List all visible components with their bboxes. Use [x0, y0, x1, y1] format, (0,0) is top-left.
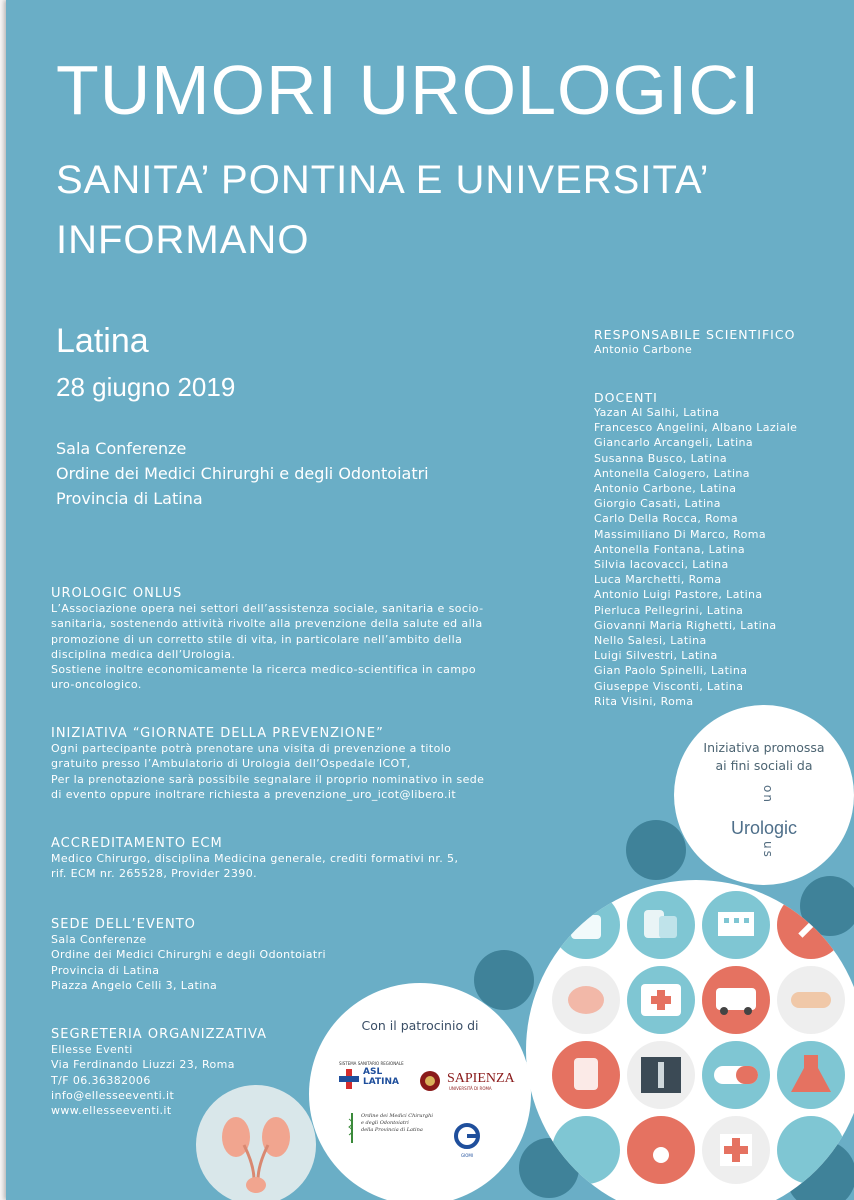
- ordine-line: e degli Odontoiatri: [361, 1120, 409, 1126]
- promo-line: ai fini sociali da: [715, 758, 813, 773]
- asl-name: [363, 1067, 399, 1087]
- text-line: Sala Conferenze: [51, 933, 147, 946]
- pill-icon: [702, 1041, 770, 1109]
- text-line: Ogni partecipante potrà prenotare una visita di prevenzione a titolo: [51, 742, 452, 755]
- giomi-name: GIOMI: [460, 1153, 474, 1158]
- sapienza-seal-icon: [419, 1070, 441, 1092]
- text-line: Provincia di Latina: [51, 963, 160, 977]
- promo-text: [674, 739, 854, 775]
- iv-bag-icon: [552, 1041, 620, 1109]
- segreteria-heading: SEGRETERIA ORGANIZZATIVA: [51, 1027, 268, 1042]
- medical-icons-grid: [526, 880, 854, 1200]
- urologic-heading: UROLOGIC ONLUS: [51, 586, 183, 601]
- docente-item: Silvia Iacovacci, Latina: [594, 558, 729, 572]
- brain-icon: [552, 966, 620, 1034]
- event-subtitle-line1: SANITA’ PONTINA E UNIVERSITA’: [56, 158, 710, 202]
- event-date: 28 giugno 2019: [56, 372, 236, 402]
- event-title: TUMORI UROLOGICI: [56, 51, 761, 129]
- docente-item: Pierluca Pellegrini, Latina: [594, 603, 744, 617]
- text-line: Sostiene inoltre economicamente la ricerca medico-scientifica in campo: [51, 663, 476, 677]
- xray-icon: [627, 1041, 695, 1109]
- pills-bottle-icon: [627, 891, 695, 959]
- decor-circle: [474, 950, 534, 1010]
- docente-item: Yazan Al Salhi, Latina: [594, 406, 720, 419]
- text-line: Ordine dei Medici Chirurghi e degli Odontoiatri: [51, 948, 326, 962]
- docente-item: Giorgio Casati, Latina: [594, 497, 721, 511]
- sede-text: [51, 932, 511, 993]
- ordine-line: Ordine dei Medici Chirurghi: [361, 1113, 433, 1119]
- venue-line: Ordine dei Medici Chirurghi e degli Odontoiatri: [56, 464, 429, 483]
- text-line: uro-oncologico.: [51, 678, 142, 692]
- text-line: www.ellesseeventi.it: [51, 1104, 172, 1118]
- sapienza-name: SAPIENZA: [447, 1071, 515, 1086]
- iniziativa-heading: INIZIATIVA “GIORNATE DELLA PREVENZIONE”: [51, 726, 384, 741]
- ecm-heading: ACCREDITAMENTO ECM: [51, 836, 223, 851]
- asl-name-line: ASL: [363, 1067, 383, 1077]
- docente-item: Francesco Angelini, Albano Laziale: [594, 421, 798, 435]
- text-line: Ellesse Eventi: [51, 1043, 133, 1056]
- text-line: L’Associazione opera nei settori dell’assistenza sociale, sanitaria e socio-: [51, 602, 484, 615]
- text-line: sanitaria, sostenendo attività rivolte alla prevenzione della salute ed alla: [51, 617, 483, 631]
- ordine-text: [361, 1113, 433, 1134]
- iniziativa-section: [51, 726, 511, 802]
- urologic-logo: Urologic: [730, 818, 798, 838]
- sede-heading: SEDE DELL’EVENTO: [51, 917, 196, 932]
- text-line: promozione di un corretto stile di vita, in particolare nell’ambito della: [51, 632, 463, 646]
- text-line: info@ellesseeventi.it: [51, 1088, 175, 1102]
- asl-subtitle: SISTEMA SANITARIO REGIONALE: [339, 1061, 404, 1066]
- promo-circle: [674, 705, 854, 885]
- text-line: disciplina medica dell’Urologia.: [51, 647, 236, 661]
- ecm-text: [51, 851, 511, 882]
- asl-logo: [339, 1061, 404, 1087]
- patrocinio-circle: [309, 983, 531, 1200]
- urologic-text: [51, 601, 511, 693]
- giomi-g-icon: [454, 1123, 480, 1149]
- caduceus-icon: [347, 1113, 357, 1143]
- ecm-section: [51, 836, 511, 882]
- docente-item: Antonio Carbone, Latina: [594, 482, 737, 496]
- venue-line: Sala Conferenze: [56, 439, 187, 458]
- docenti-heading: DOCENTI: [594, 390, 658, 405]
- venue-line: Provincia di Latina: [56, 489, 203, 508]
- docente-item: Nello Salesi, Latina: [594, 634, 707, 648]
- text-line: Piazza Angelo Celli 3, Latina: [51, 978, 218, 992]
- first-aid-kit-icon: [627, 966, 695, 1034]
- event-venue: [56, 436, 429, 511]
- promo-line: Iniziativa promossa: [703, 740, 825, 755]
- asl-cross-icon: [339, 1069, 359, 1089]
- docente-item: Giancarlo Arcangeli, Latina: [594, 436, 754, 450]
- docenti-section: [594, 390, 844, 709]
- urologic-logo-top: on: [761, 785, 775, 804]
- asl-city-line: LATINA: [363, 1077, 399, 1087]
- giomi-logo: [454, 1123, 480, 1158]
- docente-item: Luigi Silvestri, Latina: [594, 649, 718, 663]
- docente-item: Antonio Luigi Pastore, Latina: [594, 588, 763, 602]
- docente-item: Giovanni Maria Righetti, Latina: [594, 618, 777, 632]
- flask-icon: [777, 1041, 845, 1109]
- docente-item: Susanna Busco, Latina: [594, 451, 727, 465]
- docente-item: Giuseppe Visconti, Latina: [594, 679, 744, 693]
- event-subtitle-line2: INFORMANO: [56, 218, 310, 262]
- capsule-icon: [777, 966, 845, 1034]
- kidney-circle: [196, 1085, 316, 1200]
- hospital-icon: [702, 891, 770, 959]
- responsabile-name: Antonio Carbone: [594, 343, 693, 356]
- text-line: Per la prenotazione sarà possibile segnalare il proprio nominativo in sede: [51, 772, 485, 786]
- text-line: Medico Chirurgo, disciplina Medicina generale, crediti formativi nr. 5,: [51, 852, 459, 865]
- docente-item: Carlo Della Rocca, Roma: [594, 512, 739, 526]
- iniziativa-text: [51, 741, 511, 802]
- event-city: Latina: [56, 322, 149, 360]
- patrocinio-heading: Con il patrocinio di: [361, 1018, 479, 1033]
- text-line: T/F 06.36382006: [51, 1073, 151, 1087]
- medicine-bottle-icon: [552, 891, 620, 959]
- text-line: rif. ECM nr. 265528, Provider 2390.: [51, 867, 258, 881]
- kidney-icon: [196, 1085, 316, 1200]
- ambulance-icon: [702, 966, 770, 1034]
- docente-item: Luca Marchetti, Roma: [594, 573, 722, 587]
- docente-item: Massimiliano Di Marco, Roma: [594, 527, 767, 541]
- docente-item: Antonella Fontana, Latina: [594, 542, 745, 556]
- responsabile-section: [594, 327, 844, 357]
- responsabile-heading: RESPONSABILE SCIENTIFICO: [594, 327, 796, 342]
- medical-icons-circle: [526, 880, 854, 1200]
- poster: [6, 0, 854, 1200]
- docente-item: Rita Visini, Roma: [594, 694, 694, 708]
- text-line: Via Ferdinando Liuzzi 23, Roma: [51, 1058, 235, 1072]
- docenti-list: [594, 405, 844, 709]
- sapienza-sub: UNIVERSITÀ DI ROMA: [449, 1086, 492, 1091]
- cross-box-icon: [702, 1116, 770, 1184]
- sede-section: [51, 917, 511, 993]
- docente-item: Antonella Calogero, Latina: [594, 466, 750, 480]
- ordine-line: della Provincia di Latina: [361, 1127, 423, 1133]
- text-line: gratuito presso l’Ambulatorio di Urologia dell’Ospedale ICOT,: [51, 757, 411, 771]
- stethoscope-icon: [627, 1116, 695, 1184]
- docente-item: Gian Paolo Spinelli, Latina: [594, 664, 748, 678]
- urologic-section: [51, 586, 511, 693]
- text-line: di evento oppure inoltrare richiesta a prevenzione_uro_icot@libero.it: [51, 787, 457, 801]
- urologic-logo-bottom: us: [761, 841, 775, 859]
